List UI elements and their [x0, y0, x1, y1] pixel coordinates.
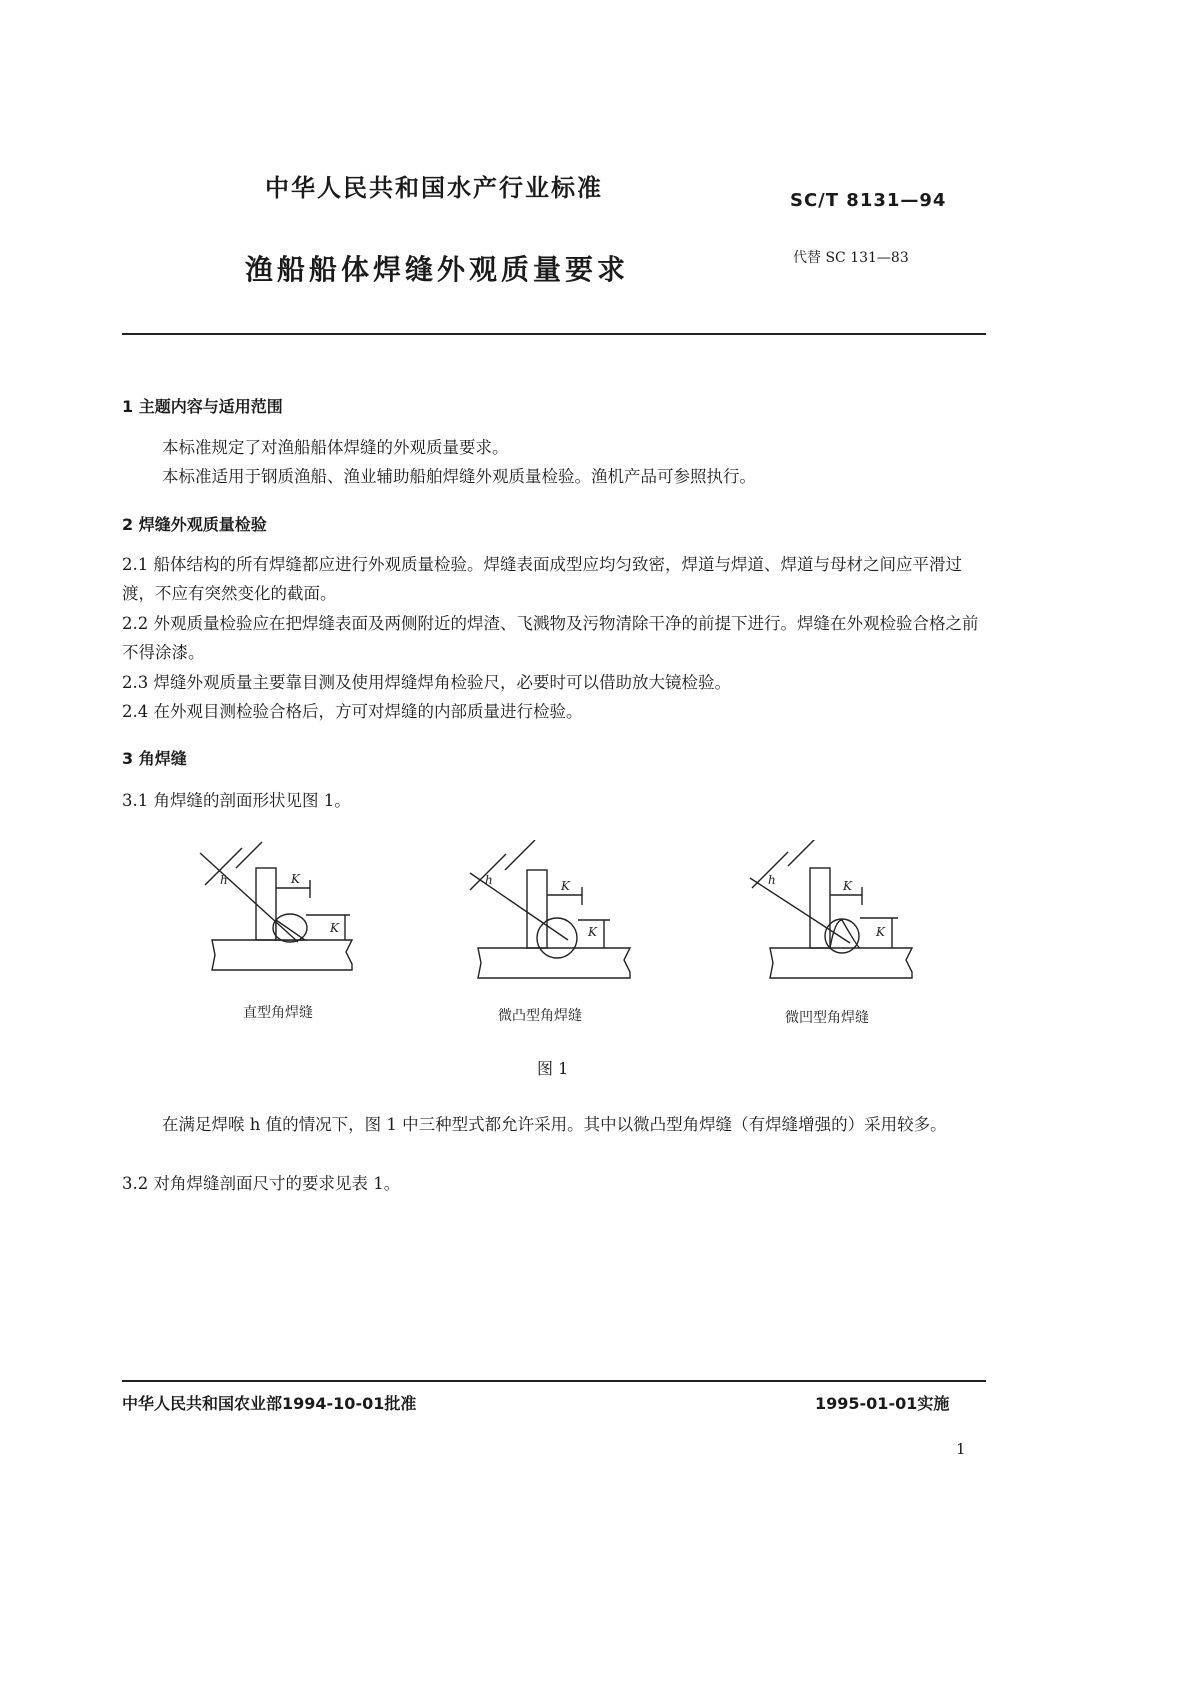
- label-k-1a: K: [291, 872, 300, 886]
- clause-3-1: 3.1 角焊缝的剖面形状见图 1。: [122, 791, 351, 810]
- figure-panel-3-caption: 微凹型角焊缝: [785, 1010, 869, 1026]
- label-k-3a: K: [843, 879, 852, 893]
- figure-1-caption: 图 1: [537, 1059, 569, 1078]
- document-title: 渔船船体焊缝外观质量要求: [245, 253, 630, 286]
- footer-rule: [122, 1380, 986, 1382]
- header-rule: [122, 333, 986, 335]
- replaces-note: 代替 SC 131—83: [793, 250, 909, 266]
- figure-panel-1-caption: 直型角焊缝: [243, 1005, 313, 1021]
- label-h-2: h: [485, 873, 493, 887]
- implementation-date: 1995-01-01实施: [815, 1394, 950, 1413]
- clause-2-4: 2.4 在外观目测检验合格后，方可对焊缝的内部质量进行检验。: [122, 702, 583, 721]
- page-number: 1: [956, 1440, 966, 1458]
- label-k-2a: K: [561, 879, 570, 893]
- fillet-convex-diagram: [470, 840, 630, 978]
- fillet-straight-diagram: [200, 842, 352, 970]
- clause-2-3: 2.3 焊缝外观质量主要靠目测及使用焊缝焊角检验尺，必要时可以借助放大镜检验。: [122, 673, 731, 692]
- clause-3-2: 3.2 对角焊缝剖面尺寸的要求见表 1。: [122, 1174, 401, 1193]
- section-2-heading: 2 焊缝外观质量检验: [122, 515, 267, 534]
- standard-code: SC/T 8131—94: [790, 190, 947, 211]
- figure-1-diagrams: [0, 840, 1107, 990]
- section-1-p1: 本标准规定了对渔船船体焊缝的外观质量要求。: [162, 438, 509, 457]
- label-k-2b: K: [588, 925, 597, 939]
- label-h-3: h: [768, 873, 776, 887]
- label-k-3b: K: [876, 925, 885, 939]
- section-3-heading: 3 角焊缝: [122, 749, 187, 768]
- issuer-title: 中华人民共和国水产行业标准: [265, 174, 603, 202]
- clause-2-1: 2.1 船体结构的所有焊缝都应进行外观质量检验。焊缝表面成型应均匀致密，焊道与焊道、焊道与母材之间应平滑过渡，不应有突然变化的截面。: [122, 555, 962, 603]
- label-h-1: h: [220, 873, 228, 887]
- approval-note: 中华人民共和国农业部1994-10-01批准: [122, 1394, 417, 1413]
- section-3-note: 在满足焊喉 h 值的情况下，图 1 中三种型式都允许采用。其中以微凸型角焊缝（有焊缝增强的）采用较多。: [162, 1115, 947, 1134]
- clause-2-2: 2.2 外观质量检验应在把焊缝表面及两侧附近的焊渣、飞溅物及污物清除干净的前提下进行。焊缝在外观检验合格之前不得涂漆。: [122, 614, 979, 662]
- fillet-concave-diagram: [750, 840, 912, 978]
- section-1-p2: 本标准适用于钢质渔船、渔业辅助船舶焊缝外观质量检验。渔机产品可参照执行。: [162, 467, 756, 486]
- figure-panel-2-caption: 微凸型角焊缝: [498, 1008, 582, 1024]
- label-k-1b: K: [330, 921, 339, 935]
- section-1-heading: 1 主题内容与适用范围: [122, 397, 283, 416]
